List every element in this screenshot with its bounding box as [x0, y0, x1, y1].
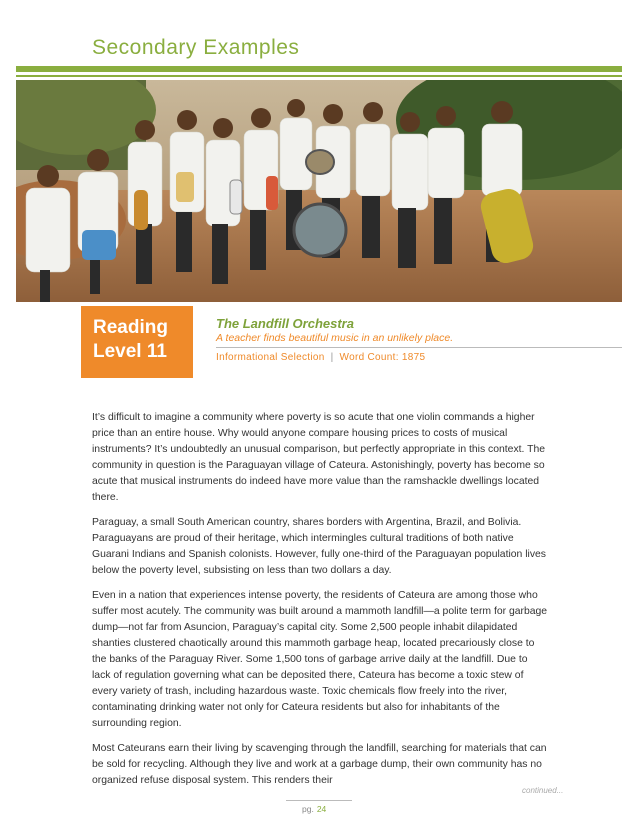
- selection-meta: [216, 352, 425, 363]
- page-number: [302, 804, 326, 814]
- word-count: Word Count: 1875: [339, 352, 426, 363]
- paragraph: It’s difficult to imagine a community where poverty is so acute that one violin commands a higher price than an entire house. Why would anyone compare housing prices to costs of musical instruments? It’s undoubtedly an unusual comparison, but perfectly appropriate in this context. The community in question is the Paraguayan village of Cateura. Astonishingly, poverty has become so acute that musical instruments do indeed have more value than the ramshackle dwellings located there.: [92, 412, 546, 503]
- selection-divider: [216, 347, 622, 348]
- selection-title: The Landfill Orchestra: [216, 316, 354, 331]
- continued-note: continued...: [522, 786, 564, 795]
- paragraph: Most Cateurans earn their living by scavenging through the landfill, searching for materials that can be sold for recycling. Although they live and work at a garbage dump, their own community has no organized refuse disposal system. This renders their: [92, 743, 547, 786]
- selection-subtitle: A teacher finds beautiful music in an unlikely place.: [216, 332, 454, 344]
- header-rule-thick: [16, 66, 622, 72]
- reading-level-line1: Reading: [93, 317, 168, 338]
- reading-level-line2: Level 11: [93, 341, 167, 362]
- paragraph: Even in a nation that experiences intense poverty, the residents of Cateura are among those who suffer most acutely. The community was built around a mammoth landfill—a polite term for garbage dump—not far from Asuncion, Paraguay’s capital city. Some 2,500 people inhabit dilapidated shanties clustered chaotically around this mammoth garbage heap, located precariously close to the banks of the Paraguay River. Some 1,500 tons of garbage arrive daily at the landfill. Due to lack of regulation governing what can be deposited there, Cateura has become a toxic stew of every variety of trash, including hazardous waste. Toxic chemicals flow freely into the river, contaminating drinking water not only for Cateura residents but also for inhabitants of the surrounding region.: [92, 590, 548, 729]
- page-number-value: 24: [316, 804, 327, 814]
- reading-level-box: [81, 306, 193, 378]
- page-rule: [286, 800, 352, 801]
- header-rule-thin: [16, 75, 622, 77]
- paragraph: Paraguay, a small South American country, shares borders with Argentina, Brazil, and Bolivia. Paraguayans are proud of their heritage, which intermingles cultural traditions of both native Guarani Indians and Spanish colonists. However, fully one-third of the Paraguayan population lives below the poverty level, subsisting on less than two dollars a day.: [92, 517, 547, 576]
- article-body: [92, 410, 548, 798]
- section-title: Secondary Examples: [92, 36, 300, 59]
- orchestra-photo: [16, 80, 622, 302]
- meta-separator: |: [330, 352, 334, 363]
- selection-type: Informational Selection: [216, 352, 325, 363]
- page-label: pg.: [302, 804, 314, 814]
